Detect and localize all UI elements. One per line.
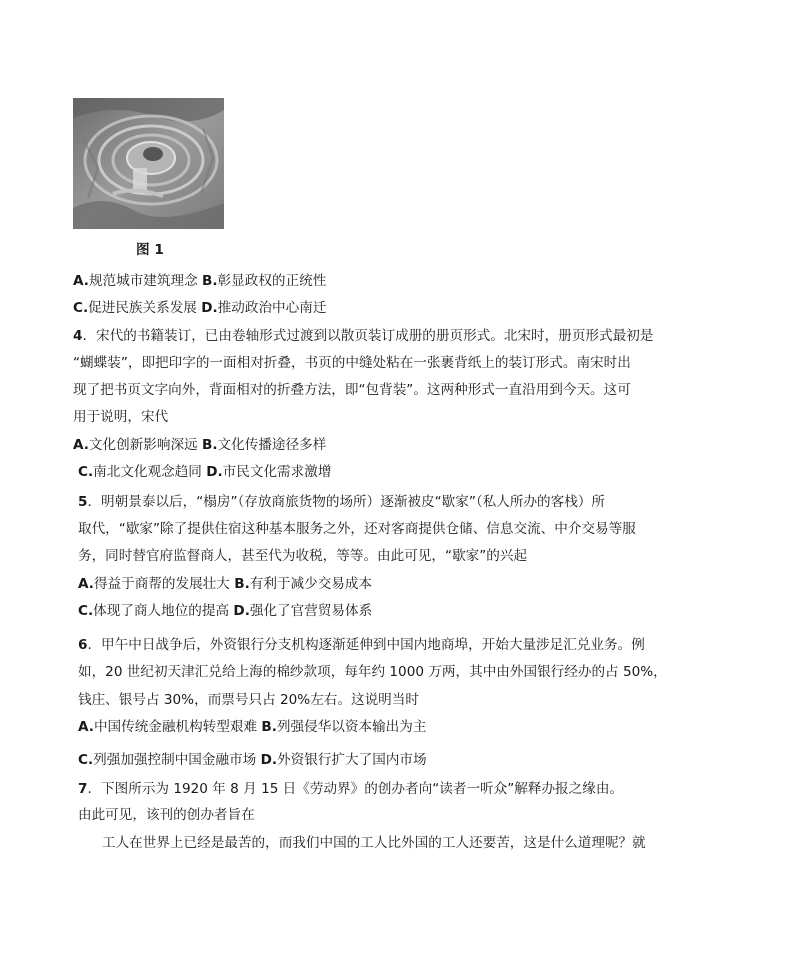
q5-option-d-text: 强化了官营贸易体系 (249, 603, 373, 619)
q4-options-row-2 (78, 462, 331, 482)
q5-option-a-text: 得益于商帮的发展壮大 (93, 576, 230, 592)
q6-option-a-text: 中国传统金融机构转型艰难 (93, 719, 258, 735)
q4-option-a-text: 文化创新影响深远 (88, 437, 198, 453)
q5-stem-line-1 (78, 492, 605, 512)
q6-stem-line-1 (78, 635, 645, 655)
q5-option-c-label: C. (78, 603, 94, 619)
q3-option-b-label: B. (202, 273, 218, 289)
q5-option-b-text: 有利于减少交易成本 (249, 576, 373, 592)
q3-option-a-label: A. (73, 273, 89, 289)
q5-text-1: ．明朝景泰以后，“榻房”（存放商旅货物的场所）逐渐被皮“歇家”（私人所办的客栈）所 (87, 494, 606, 510)
q4-options-row-1 (73, 435, 326, 455)
q3-option-c-label: C. (73, 300, 89, 316)
q3-options-row-2 (73, 298, 326, 318)
q3-options-row-1 (73, 271, 326, 291)
q3-option-d-text: 推动政治中心南迁 (217, 300, 327, 316)
q6-text-1: ．甲午中日战争后，外资银行分支机构逐渐延伸到中国内地商埠，开始大量涉足汇兑业务。例 (87, 637, 645, 653)
q6-options-row-2 (78, 750, 427, 770)
q5-stem-line-2: 取代，“歇家”除了提供住宿这种基本服务之外，还对客商提供仓储、信息交流、中介交易等服 (78, 521, 636, 537)
q4-text-1: ．宋代的书籍装订，已由卷轴形式过渡到以散页装订成册的册页形式。北宋时，册页形式最初是 (82, 328, 654, 344)
q3-option-b-text: 彰显政权的正统性 (217, 273, 327, 289)
q4-stem-line-4: 用于说明，宋代 (73, 409, 169, 425)
q4-stem-line-1 (73, 326, 653, 346)
q5-option-d-label: D. (233, 603, 250, 619)
q7-number: 7 (78, 781, 88, 797)
q5-stem-line-3: 务，同时替官府监督商人，甚至代为收税，等等。由此可见，“歇家”的兴起 (78, 548, 528, 564)
q6-option-c-label: C. (78, 752, 94, 768)
q4-option-c-label: C. (78, 464, 94, 480)
q6-option-d-label: D. (260, 752, 278, 768)
q6-option-d-text: 外资银行扩大了国内市场 (277, 752, 427, 768)
q5-number: 5 (78, 494, 88, 510)
figure-1-photo (73, 98, 224, 229)
q4-stem-line-2: “蝴蝶装”，即把印字的一面相对折叠，书页的中缝处粘在一张裹背纸上的装订形式。南宋时出 (73, 355, 631, 371)
aerial-photo-icon (73, 98, 224, 229)
q3-option-d-label: D. (201, 300, 218, 316)
q6-option-c-text: 列强加强控制中国金融市场 (93, 752, 257, 768)
q4-option-c-text: 南北文化观念趋同 (93, 464, 202, 480)
q6-option-b-text: 列强侵华以资本输出为主 (276, 719, 427, 735)
q7-stem-line-1 (78, 779, 623, 799)
q7-text-1: ．下图所示为 1920 年 8 月 15 日《劳动界》的创办者向“读者一听众”解释办报之缘由。 (87, 781, 624, 797)
q5-option-c-text: 体现了商人地位的提高 (93, 603, 230, 619)
q7-quote-line-1: 工人在世界上已经是最苦的，而我们中国的工人比外国的工人还要苦，这是什么道理呢？就 (102, 835, 646, 851)
q6-number: 6 (78, 637, 88, 653)
q4-option-b-label: B. (202, 437, 218, 453)
q4-option-a-label: A. (73, 437, 89, 453)
q5-options-row-1 (78, 574, 372, 594)
q3-option-a-text: 规范城市建筑理念 (88, 273, 198, 289)
q4-option-d-label: D. (206, 464, 223, 480)
q4-number: 4 (73, 328, 83, 344)
q5-option-b-label: B. (234, 576, 250, 592)
q3-option-c-text: 促进民族关系发展 (88, 300, 197, 316)
q6-options-row-1 (78, 717, 426, 737)
q4-option-b-text: 文化传播途径多样 (217, 437, 327, 453)
q4-option-d-text: 市民文化需求激增 (222, 464, 332, 480)
q6-stem-line-3: 钱庄、银号占 30%，而票号只占 20%左右。这说明当时 (78, 692, 419, 708)
q5-option-a-label: A. (78, 576, 94, 592)
q6-option-b-label: B. (261, 719, 277, 735)
figure-caption: 图 1 (136, 242, 164, 258)
q7-stem-line-2: 由此可见，该刊的创办者旨在 (78, 807, 255, 823)
q5-options-row-2 (78, 601, 372, 621)
q6-stem-line-2: 如，20 世纪初天津汇兑给上海的棉纱款项，每年约 1000 万两，其中由外国银行经办的占 50%， (78, 664, 667, 680)
q4-stem-line-3: 现了把书页文字向外，背面相对的折叠方法，即“包背装”。这两种形式一直沿用到今天。这可 (73, 382, 631, 398)
q6-option-a-label: A. (78, 719, 94, 735)
